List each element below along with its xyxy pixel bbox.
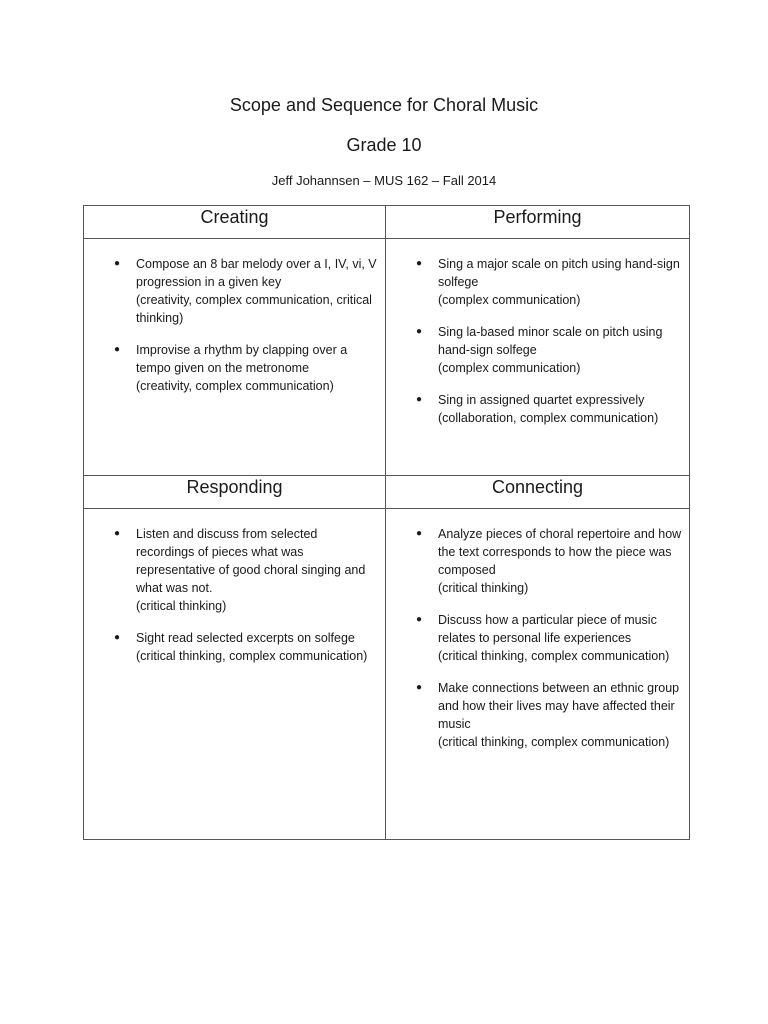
- item-skills: (complex communication): [438, 361, 581, 375]
- scope-sequence-table: [83, 205, 690, 840]
- document-grade: Grade 10: [346, 135, 422, 155]
- item-skills: (creativity, complex communication): [136, 379, 334, 393]
- list-item: [114, 525, 379, 615]
- item-skills: (critical thinking): [438, 581, 529, 595]
- bullet-icon: ●: [114, 632, 121, 643]
- creating-list: [84, 239, 385, 395]
- cell-creating: [84, 239, 386, 476]
- list-item: [416, 679, 683, 751]
- item-text: Sing a major scale on pitch using hand-sign solfege: [438, 257, 680, 289]
- list-item: [114, 341, 379, 395]
- bullet-icon: ●: [416, 258, 423, 269]
- item-skills: (complex communication): [438, 293, 581, 307]
- responding-list: [84, 509, 385, 665]
- bullet-icon: ●: [114, 528, 121, 539]
- cell-performing: [386, 239, 690, 476]
- table-row-headings-top: [84, 206, 690, 239]
- document-byline: Jeff Johannsen – MUS 162 – Fall 2014: [271, 173, 497, 188]
- table-row-content-top: [84, 239, 690, 476]
- heading-performing: Performing: [386, 206, 690, 239]
- item-text: Analyze pieces of choral repertoire and how the text corresponds to how the piece was composed: [438, 527, 682, 577]
- bullet-icon: ●: [416, 528, 423, 539]
- connecting-list: [386, 509, 689, 751]
- bullet-icon: ●: [416, 326, 423, 337]
- heading-creating: Creating: [84, 206, 386, 239]
- item-skills: (critical thinking, complex communication): [438, 649, 670, 663]
- performing-list: [386, 239, 689, 427]
- item-text: Make connections between an ethnic group and how their lives may have affected their music: [438, 681, 680, 731]
- item-skills: (critical thinking, complex communication): [136, 649, 368, 663]
- bullet-icon: ●: [114, 344, 121, 355]
- heading-responding: Responding: [84, 476, 386, 509]
- list-item: [416, 323, 683, 377]
- item-skills: (creativity, complex communication, critical thinking): [136, 293, 372, 325]
- table-row-content-bottom: [84, 509, 690, 840]
- list-item: [114, 629, 379, 665]
- document-title: Scope and Sequence for Choral Music: [229, 95, 539, 115]
- item-text: Sing la-based minor scale on pitch using hand-sign solfege: [438, 325, 663, 357]
- item-text: Sight read selected excerpts on solfege: [136, 631, 355, 645]
- item-text: Compose an 8 bar melody over a I, IV, vi, V progression in a given key: [136, 257, 377, 289]
- list-item: [416, 611, 683, 665]
- item-skills: (critical thinking, complex communication): [438, 735, 670, 749]
- item-skills: (critical thinking): [136, 599, 227, 613]
- bullet-icon: ●: [416, 394, 423, 405]
- list-item: [114, 255, 379, 327]
- table-row-headings-bottom: [84, 476, 690, 509]
- list-item: [416, 255, 683, 309]
- item-text: Listen and discuss from selected recordings of pieces what was representative of good choral singing and what was not.: [136, 527, 366, 595]
- item-text: Sing in assigned quartet expressively: [438, 393, 645, 407]
- cell-responding: [84, 509, 386, 840]
- bullet-icon: ●: [114, 258, 121, 269]
- bullet-icon: ●: [416, 682, 423, 693]
- bullet-icon: ●: [416, 614, 423, 625]
- list-item: [416, 391, 683, 427]
- cell-connecting: [386, 509, 690, 840]
- item-text: Discuss how a particular piece of music relates to personal life experiences: [438, 613, 657, 645]
- item-skills: (collaboration, complex communication): [438, 411, 659, 425]
- list-item: [416, 525, 683, 597]
- item-text: Improvise a rhythm by clapping over a tempo given on the metronome: [136, 343, 348, 375]
- heading-connecting: Connecting: [386, 476, 690, 509]
